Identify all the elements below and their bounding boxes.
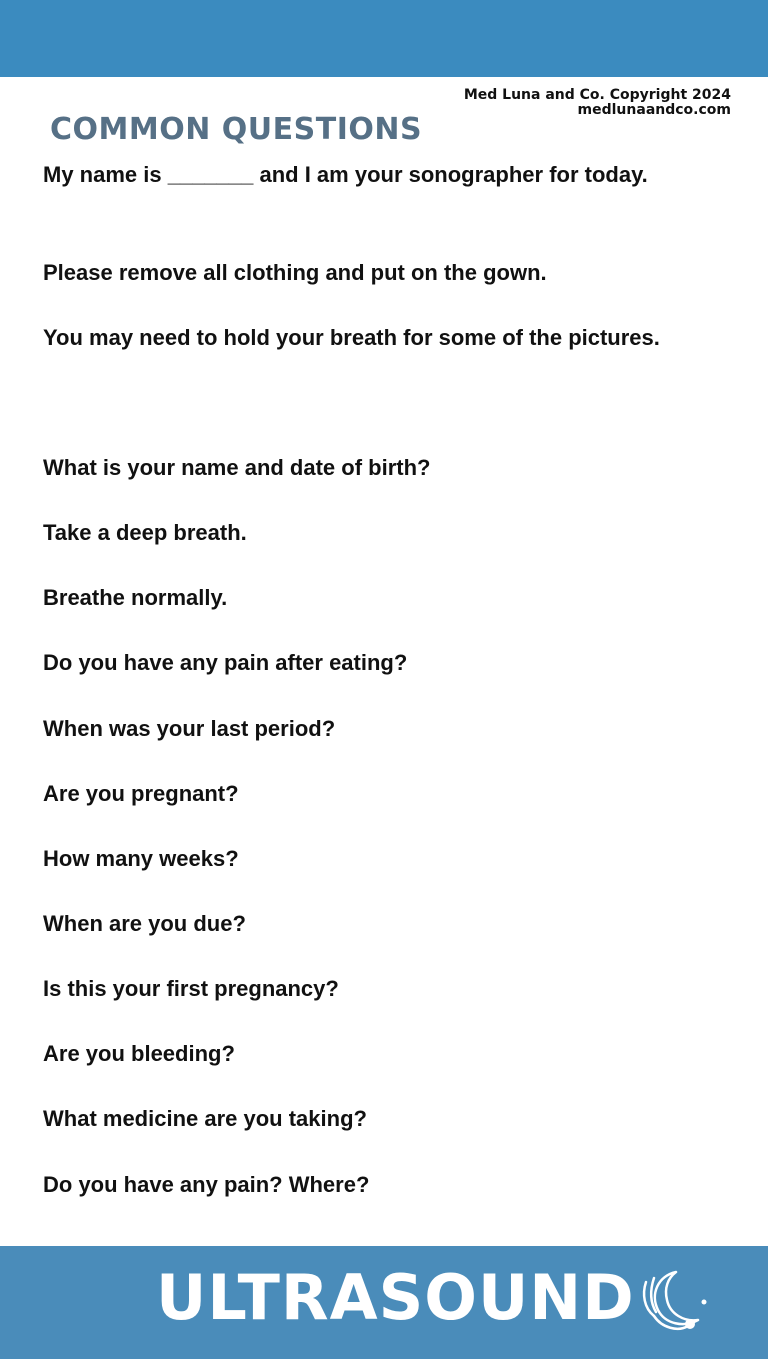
question-item: Are you bleeding? xyxy=(43,1041,235,1066)
question-item: Breathe normally. xyxy=(43,585,228,610)
stethoscope-moon-icon xyxy=(632,1268,714,1338)
question-item: Are you pregnant? xyxy=(43,781,239,806)
question-item: Do you have any pain? Where? xyxy=(43,1172,370,1197)
top-banner xyxy=(0,0,768,77)
question-item: How many weeks? xyxy=(43,846,239,871)
question-item: Take a deep breath. xyxy=(43,520,247,545)
question-item: My name is _______ and I am your sonographer for today. xyxy=(43,162,648,187)
question-item: Please remove all clothing and put on the gown. xyxy=(43,260,547,285)
question-item: What medicine are you taking? xyxy=(43,1106,367,1131)
copyright-line: Med Luna and Co. Copyright 2024 xyxy=(463,87,731,103)
copyright-notice xyxy=(464,88,731,118)
question-item: When was your last period? xyxy=(43,716,336,741)
question-item: What is your name and date of birth? xyxy=(43,455,431,480)
question-item: When are you due? xyxy=(43,911,246,936)
page-title: COMMON QUESTIONS xyxy=(50,112,423,147)
question-item: Do you have any pain after eating? xyxy=(43,650,408,675)
website-line: medlunaandco.com xyxy=(577,102,731,118)
footer-brand-word: ULTRASOUND xyxy=(156,1261,635,1334)
question-item: You may need to hold your breath for some of the pictures. xyxy=(43,325,660,350)
question-item: Is this your first pregnancy? xyxy=(43,976,339,1001)
